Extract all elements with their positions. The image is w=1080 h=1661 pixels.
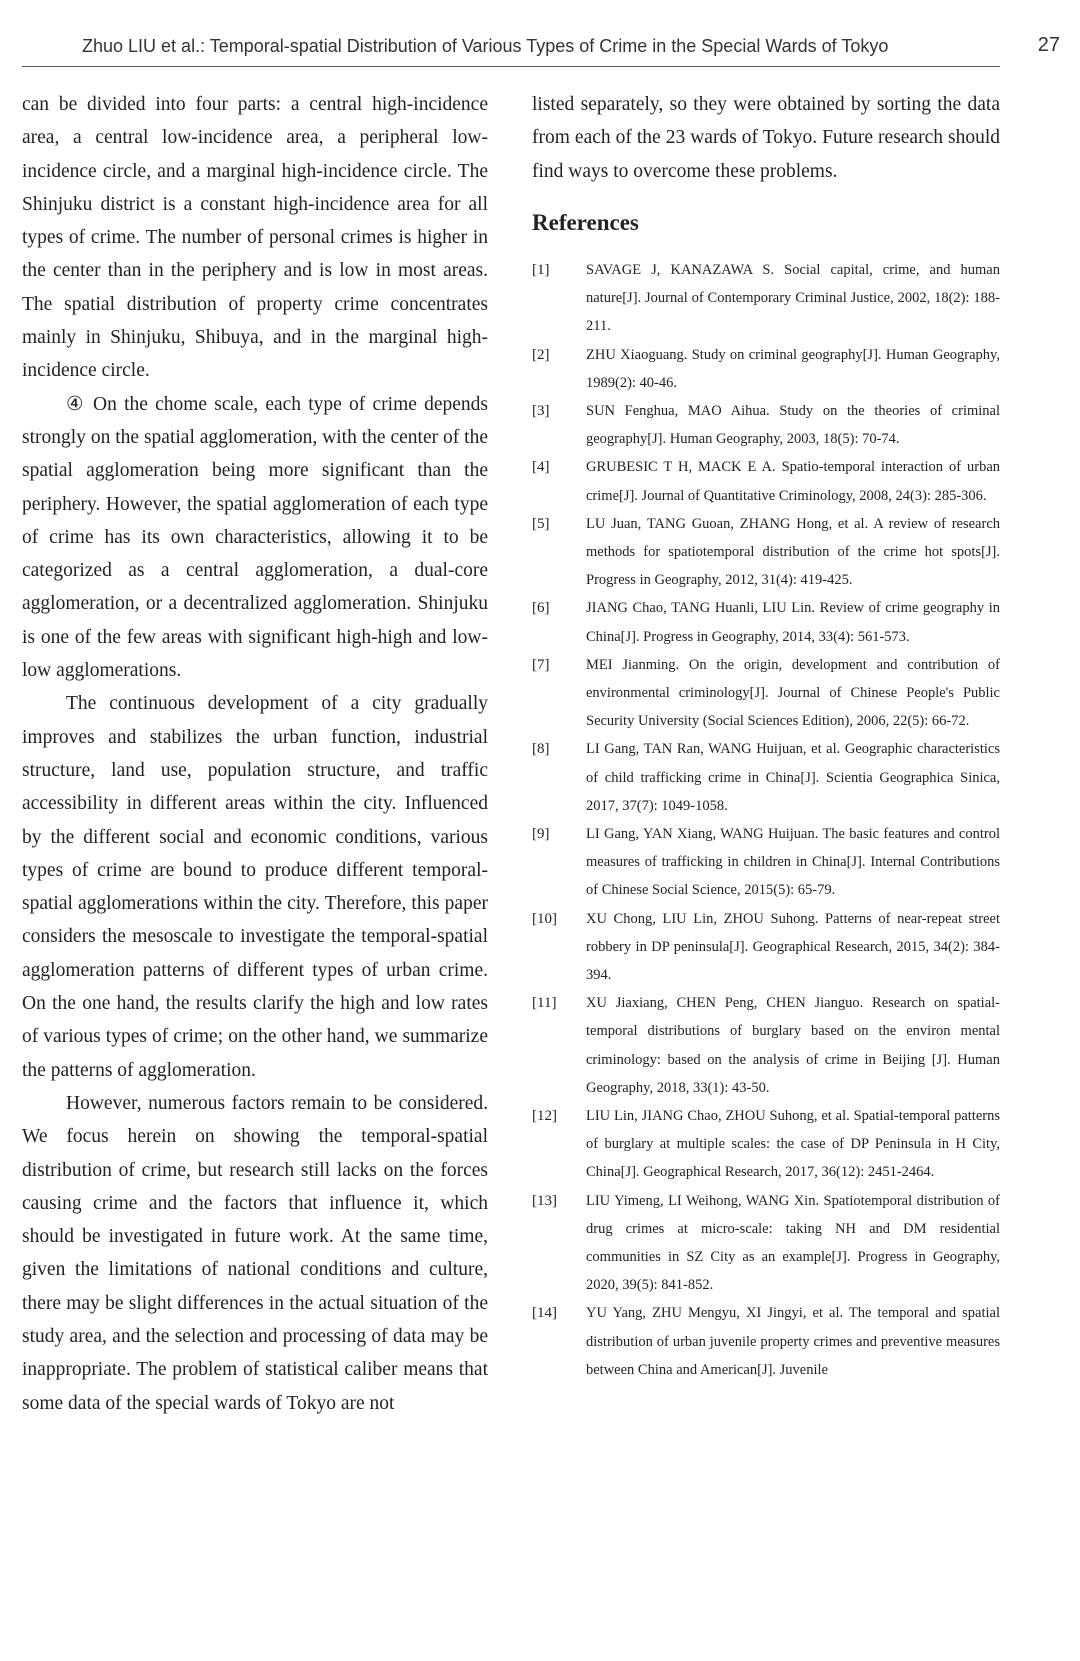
reference-number: [8] — [532, 741, 550, 758]
reference-item — [532, 510, 1000, 595]
page-number: 27 — [1037, 34, 1060, 56]
reference-number: [7] — [532, 656, 550, 673]
reference-number: [11] — [532, 995, 557, 1012]
running-title: Zhuo LIU et al.: Temporal-spatial Distribution of Various Types of Crime in the Special Wards of Tokyo — [82, 36, 889, 56]
reference-item — [532, 341, 1000, 397]
reference-item — [532, 1299, 1000, 1384]
reference-item — [532, 905, 1000, 990]
reference-text: LIU Yimeng, LI Weihong, WANG Xin. Spatiotemporal distribution of drug crimes at micro-scale: taking NH and DM residential communities in SZ City as an example[J]. Progress in Geography, 2020, 39(5): 841-852. — [586, 1192, 1000, 1294]
reference-number: [3] — [532, 402, 550, 419]
reference-item — [532, 1102, 1000, 1187]
reference-number: [4] — [532, 459, 550, 476]
body-paragraph: listed separately, so they were obtained by sorting the data from each of the 23 wards of Tokyo. Future research should find ways to overcome these problems. — [532, 94, 1000, 182]
reference-item — [532, 1187, 1000, 1300]
reference-text: LI Gang, YAN Xiang, WANG Huijuan. The basic features and control measures of trafficking in children in China[J]. Internal Contributions of Chinese Social Science, 2015(5): 65-79. — [586, 825, 1000, 899]
references-heading: References — [532, 209, 639, 235]
reference-item — [532, 735, 1000, 820]
reference-item — [532, 651, 1000, 736]
reference-item — [532, 989, 1000, 1102]
reference-number: [12] — [532, 1107, 557, 1124]
reference-text: MEI Jianming. On the origin, development and contribution of environmental criminology[J]. Journal of Chinese People's Public Security University (Social Sciences Edition), 2006, 22(5): 66-72. — [586, 656, 1000, 730]
reference-text: LI Gang, TAN Ran, WANG Huijuan, et al. Geographic characteristics of child trafficking crime in China[J]. Scientia Geographica Sinica, 2017, 37(7): 1049-1058. — [586, 741, 1000, 814]
reference-number: [10] — [532, 910, 557, 927]
reference-item — [532, 594, 1000, 650]
reference-item — [532, 820, 1000, 905]
reference-item — [532, 453, 1000, 509]
body-paragraph: The continuous development of a city gradually improves and stabilizes the urban function, industrial structure, land use, population structure, and traffic accessibility in different areas within the city. Influenced by the different social and economic conditions, various types of crime are bound to produce different temporal-spatial agglomerations within the city. Therefore, this paper considers the mesoscale to investigate the temporal-spatial agglomeration patterns of different types of urban crime. On the one hand, the results clarify the high and low rates of various types of crime; on the other hand, we summarize the patterns of agglomeration. — [22, 693, 488, 1081]
reference-number: [6] — [532, 600, 550, 617]
left-column — [22, 88, 488, 1420]
reference-text: SUN Fenghua, MAO Aihua. Study on the theories of criminal geography[J]. Human Geography, 2003, 18(5): 70-74. — [586, 402, 1000, 448]
reference-text: SAVAGE J, KANAZAWA S. Social capital, crime, and human nature[J]. Journal of Contemporary Criminal Justice, 2002, 18(2): 188-211. — [586, 261, 1000, 335]
running-header — [22, 30, 1060, 67]
reference-number: [9] — [532, 825, 550, 842]
reference-list — [532, 256, 1000, 1384]
reference-text: XU Chong, LIU Lin, ZHOU Suhong. Patterns of near-repeat street robbery in DP peninsula[J]. Geographical Research, 2015, 34(2): 384-394. — [586, 910, 1000, 983]
reference-number: [5] — [532, 515, 550, 532]
reference-text: LIU Lin, JIANG Chao, ZHOU Suhong, et al. Spatial-temporal patterns of burglary at multiple scales: the case of DP Peninsula in H City, China[J]. Geographical Research, 2017, 36(12): 2451-2464. — [586, 1107, 1000, 1181]
reference-item — [532, 256, 1000, 341]
reference-text: YU Yang, ZHU Mengyu, XI Jingyi, et al. The temporal and spatial distribution of urban juvenile property crimes and preventive measures between China and American[J]. Juvenile — [586, 1305, 1000, 1378]
body-paragraph: can be divided into four parts: a central high-incidence area, a central low-incidence area, a peripheral low-incidence circle, and a marginal high-incidence circle. The Shinjuku district is a constant high-incidence area for all types of crime. The number of personal crimes is higher in the center than in the periphery and is low in most areas. The spatial distribution of property crime concentrates mainly in Shinjuku, Shibuya, and in the marginal high-incidence circle. — [22, 94, 488, 382]
reference-number: [14] — [532, 1305, 557, 1322]
reference-item — [532, 397, 1000, 453]
reference-text: ZHU Xiaoguang. Study on criminal geography[J]. Human Geography, 1989(2): 40-46. — [586, 346, 1000, 391]
reference-number: [13] — [532, 1192, 557, 1209]
reference-text: GRUBESIC T H, MACK E A. Spatio-temporal interaction of urban crime[J]. Journal of Quantitative Criminology, 2008, 24(3): 285-306. — [586, 459, 1000, 504]
body-paragraph: However, numerous factors remain to be considered. We focus herein on showing the temporal-spatial distribution of crime, but research still lacks on the forces causing crime and the factors that influence it, which should be investigated in future work. At the same time, given the limitations of national conditions and culture, there may be slight differences in the actual situation of the study area, and the selection and processing of data may be inappropriate. The problem of statistical caliber means that some data of the special wards of Tokyo are not — [22, 1092, 488, 1414]
reference-text: XU Jiaxiang, CHEN Peng, CHEN Jianguo. Research on spatial-temporal distributions of burglary based on the environ mental criminology: based on the analysis of crime in Beijing [J]. Human Geography, 2018, 33(1): 43-50. — [586, 995, 1000, 1096]
reference-number: [1] — [532, 261, 550, 278]
reference-text: JIANG Chao, TANG Huanli, LIU Lin. Review of crime geography in China[J]. Progress in Geography, 2014, 33(4): 561-573. — [586, 600, 1000, 645]
right-column — [532, 88, 1000, 1384]
reference-number: [2] — [532, 346, 550, 363]
reference-text: LU Juan, TANG Guoan, ZHANG Hong, et al. A review of research methods for spatiotemporal distribution of the crime hot spots[J]. Progress in Geography, 2012, 31(4): 419-425. — [586, 515, 1000, 589]
body-paragraph: ④ On the chome scale, each type of crime depends strongly on the spatial agglomeration, with the center of the spatial agglomeration being more significant than the periphery. However, the spatial agglomeration of each type of crime has its own characteristics, allowing it to be categorized as a central agglomeration, a dual-core agglomeration, or a decentralized agglomeration. Shinjuku is one of the few areas with significant high-high and low-low agglomerations. — [22, 393, 488, 682]
